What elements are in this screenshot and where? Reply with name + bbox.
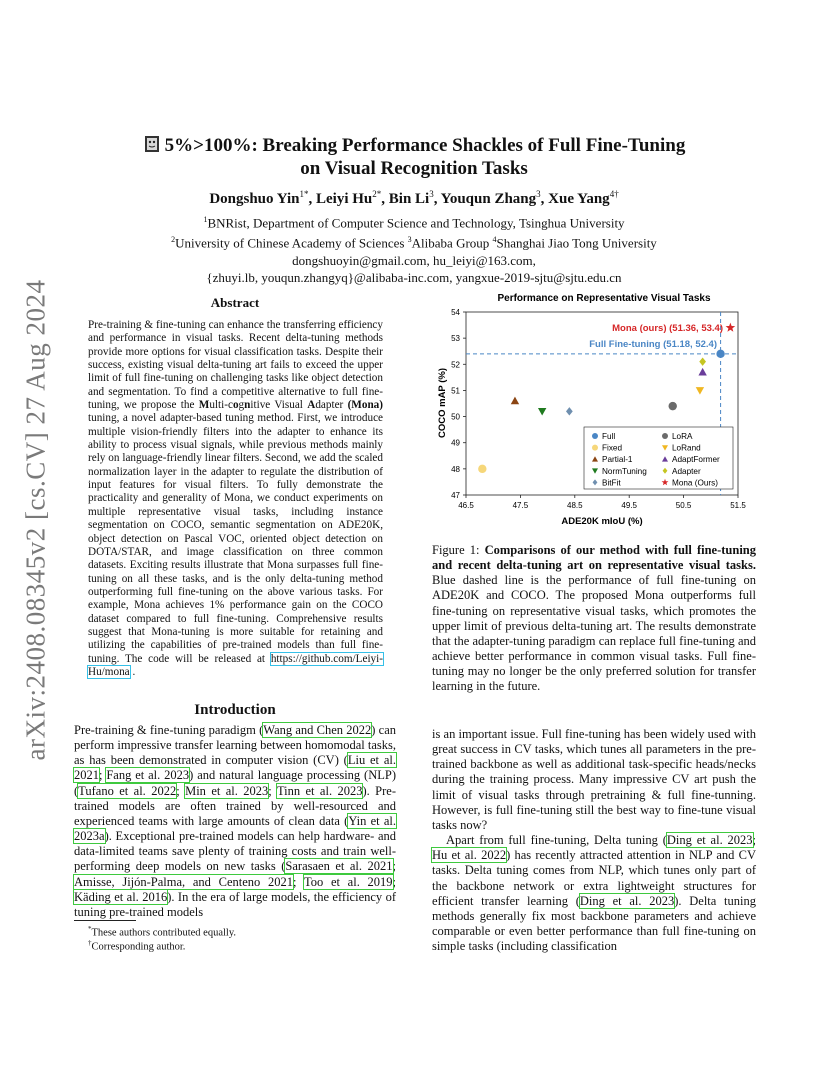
legend-label-lora: LoRA [672, 432, 693, 441]
y-tick-label: 48 [451, 464, 460, 474]
citation-link[interactable]: Hu et al. 2022 [432, 848, 507, 863]
legend-label-bitfit: BitFit [602, 478, 621, 488]
citation-link[interactable]: Too et al. 2019 [303, 874, 393, 889]
data-point-bitfit [566, 407, 573, 415]
abstract-body: Pre-training & fine-tuning can enhance the transferring efficiency and performance in visual tasks. Recent delta-tuning methods provide more options for visual classification tasks. Despite their success, existing visual delta-tuning art fails to exceed the upper limit of full fine-tuning on challenging tasks like object detection and segmentation. To find a competitive alternative to full fine-tuning, we propose the Multi-cognitive Visual Adapter (Mona) tuning, a novel adapter-based tuning method. First, we introduce multiple vision-friendly filters into the adapter to enhance its ability to process visual signals, while previous methods mainly rely on language-friendly linear filters. Second, we add the scaled normalization layer in the adapter to regulate the distribution of input features for visual filters. To fully demonstrate the practicality and generality of Mona, we conduct experiments on multiple representative visual tasks, including instance segmentation on COCO, semantic segmentation on ADE20K, object detection on Pascal VOC, oriented object detection on DOTA/STAR, and image classification on three common datasets. Exciting results illustrate that Mona surpasses full fine-tuning on all these tasks, and is the only delta-tuning method outperforming full fine-tuning on the above various tasks. For example, Mona achieves 1% performance gain on the COCO dataset compared to full fine-tuning. Comprehensive results suggest that Mona-tuning is more suitable for retaining and utilizing the capabilities of pre-trained models than full fine-tuning. The code will be released at https://github.com/Leiyi-Hu/mona . [88, 319, 383, 678]
author-name: Leiyi Hu [316, 191, 373, 207]
y-tick-label: 52 [451, 360, 460, 370]
arxiv-identifier: arXiv:2408.08345v2 [cs.CV] 27 Aug 2024 [20, 279, 51, 761]
y-tick-label: 50 [451, 412, 460, 422]
citation-link[interactable]: Amisse, Jijón-Palma, and Centeno 2021 [74, 874, 293, 889]
annotation-full-fine-tuning: Full Fine-tuning (51.18, 52.4) [589, 339, 717, 350]
email-line-2: {zhuyi.lb, youqun.zhangyq}@alibaba-inc.com, yangxue-2019-sjtu@sjtu.edu.cn [206, 269, 622, 285]
affiliation-line-2 [100, 231, 728, 251]
citation-link[interactable]: Liu et al. 2021 [74, 753, 396, 783]
data-point-lorand [696, 387, 704, 395]
x-axis-label: ADE20K mIoU (%) [561, 516, 643, 527]
affil-text: University of Chinese Academy of Sciences [175, 235, 408, 251]
legend-marker-lora [662, 433, 668, 439]
legend-label-adaptformer: AdaptFormer [672, 455, 720, 465]
footnote-1: *These authors contributed equally. [88, 925, 237, 939]
affiliations [100, 211, 728, 286]
citation-link[interactable]: Sarasaen et al. 2021 [285, 859, 393, 874]
citation-link[interactable]: Fang et al. 2023 [106, 768, 190, 783]
data-point-fixed [478, 465, 486, 473]
legend-marker-full [592, 433, 598, 439]
code-link[interactable]: https://github.com/Leiyi-Hu/mona [88, 652, 383, 678]
citation-link[interactable]: Käding et al. 2016 [74, 889, 168, 904]
mona-logo-icon [143, 135, 161, 153]
citation-link[interactable]: Wang and Chen 2022 [263, 723, 372, 737]
title-line-1: 5%>100%: Breaking Performance Shackles of Full Fine-Tuning [164, 135, 686, 156]
affil-mark: 3 [407, 235, 412, 245]
arxiv-sidebar [14, 280, 58, 760]
citation-link[interactable]: Min et al. 2023 [185, 783, 269, 798]
author-mark: 2* [372, 189, 382, 199]
title-line-2: on Visual Recognition Tasks [300, 158, 528, 179]
y-tick-label: 49 [451, 438, 460, 448]
data-point-mona-ours [726, 323, 736, 332]
x-tick-label: 49.5 [621, 501, 637, 510]
citation-link[interactable]: Tufano et al. 2022 [78, 783, 177, 798]
author-mark: 3 [536, 189, 541, 199]
x-tick-label: 47.5 [512, 501, 529, 510]
paper-title [100, 134, 728, 180]
author-mark: 4† [609, 189, 619, 199]
affil-text: BNRist, Department of Computer Science and Technology, Tsinghua University [207, 215, 625, 231]
email-line-1: dongshuoyin@gmail.com, hu_leiyi@163.com, [292, 252, 536, 268]
affiliation-line-1 [100, 211, 728, 231]
author-name: Dongshuo Yin [209, 191, 300, 207]
introduction-heading: Introduction [194, 702, 276, 718]
paragraph: Apart from full fine-tuning, Delta tuning (Ding et al. 2023; Hu et al. 2022) has recently attracted attention in NLP and CV tasks. Delta tuning comes from NLP, which tunes only part of the backbone network or extra lightweight structures for efficient transfer learning (Ding et al. 2023). Delta tuning methods generally fix most backbone parameters and achieve comparable or even better performance than full fine-tuning on simple tasks (including classification [432, 833, 757, 954]
legend-label-fixed: Fixed [602, 443, 623, 453]
data-point-adapter [699, 357, 706, 365]
legend-label-full: Full [602, 432, 616, 441]
right-column-body [432, 727, 756, 954]
affil-mark: 4 [492, 235, 497, 245]
footnote-2: †Corresponding author. [88, 939, 186, 953]
y-tick-label: 47 [451, 491, 460, 500]
legend-label-adapter: Adapter [672, 466, 701, 476]
legend-label-lorand: LoRand [672, 443, 701, 453]
figure-caption: Figure 1: Comparisons of our method with full fine-tuning and recent delta-tuning art on representative visual tasks. Blue dashed line is the performance of full fine-tuning on ADE20K and COCO. The proposed Mona outperforms full fine-tuning on representative visual tasks, which promotes the upper limit of previous delta-tuning art. The results demonstrate that the adapter-tuning paradigm can replace full fine-tuning and achieve better performance in common visual tasks. Full fine-tuning may no longer be the only preferred solution for transfer learning in the future. [432, 543, 756, 694]
performance-scatter-chart [430, 288, 760, 533]
data-point-adaptformer [698, 368, 706, 376]
abstract-heading: Abstract [210, 295, 260, 310]
legend-label-partial-1: Partial-1 [602, 455, 633, 465]
citation-link[interactable]: Ding et al. 2023 [666, 833, 753, 848]
y-tick-label: 54 [451, 308, 460, 317]
author-list: Dongshuo Yin$^{1*}$, Leiyi $Hu^{2*}$, Bin Li$^3$, Youqun Zhang$^3$, Xue Yang$^{4\dagger}$ [209, 189, 619, 207]
data-point-lora [669, 402, 677, 410]
citation-link[interactable]: Yin et al. 2023a [74, 813, 396, 844]
legend-marker-fixed [592, 445, 598, 451]
annotation-mona: Mona (ours) (51.36, 53.4) [612, 323, 723, 334]
legend-label-mona-ours: Mona (Ours) [672, 478, 718, 488]
introduction-body: Pre-training & fine-tuning paradigm (Wang and Chen 2022) can perform impressive transfer learning between homomodal tasks, as has been demonstrated in computer vision (CV) (Liu et al. 2021; Fang et al. 2023) and natural language processing (NLP) (Tufano et al. 2022; Min et al. 2023; Tinn et al. 2023). Pre-trained models are often trained by well-resourced and experienced teams with large amounts of clean data (Yin et al. 2023a). Exceptional pre-trained models can help hardware- and data-limited teams save plenty of training costs and train well-performing deep models on new tasks (Sarasaen et al. 2021; Amisse, Jijón-Palma, and Centeno 2021; Too et al. 2019; Käding et al. 2016). In the era of large models, the efficiency of tuning pre-trained models [74, 723, 397, 919]
affil-mark: 1 [203, 215, 208, 224]
footnote-rule [74, 920, 136, 921]
author-name: Youqun Zhang [440, 191, 537, 207]
author-name: Bin Li [388, 191, 430, 207]
author-mark: 3 [429, 189, 434, 199]
paragraph: is an important issue. Full fine-tuning has been widely used with great success in CV tasks, which tunes all parameters in the pre-trained backbone as well as additional task-specific heads/necks during the training process. Many impressive CV art push the limit of visual tasks through pretraining & full fine-tunning. However, is full fine-tuning still the best way to fine-tune visual tasks now? [432, 727, 756, 832]
citation-link[interactable]: Tinn et al. 2023 [276, 783, 363, 798]
y-axis-label: COCO mAP (%) [437, 367, 448, 439]
x-tick-label: 50.5 [675, 501, 692, 510]
citation-link[interactable]: Ding et al. 2023 [579, 893, 675, 908]
x-tick-label: 51.5 [730, 501, 746, 510]
data-point-partial-1 [511, 397, 519, 405]
y-tick-label: 51 [451, 386, 460, 396]
x-tick-label: 48.5 [567, 501, 583, 510]
data-point-normtuning [538, 408, 546, 416]
affil-mark: 2 [171, 235, 176, 245]
chart-title: Performance on Representative Visual Tasks [497, 293, 711, 304]
y-tick-label: 53 [451, 334, 460, 344]
legend-label-normtuning: NormTuning [602, 466, 647, 476]
x-tick-label: 46.5 [458, 501, 474, 510]
author-mark: 1* [299, 189, 309, 199]
affil-text: Shanghai Jiao Tong University [496, 235, 657, 251]
author-name: Xue Yang [548, 191, 610, 207]
affil-text: Alibaba Group [411, 235, 493, 251]
data-point-full [716, 350, 724, 358]
